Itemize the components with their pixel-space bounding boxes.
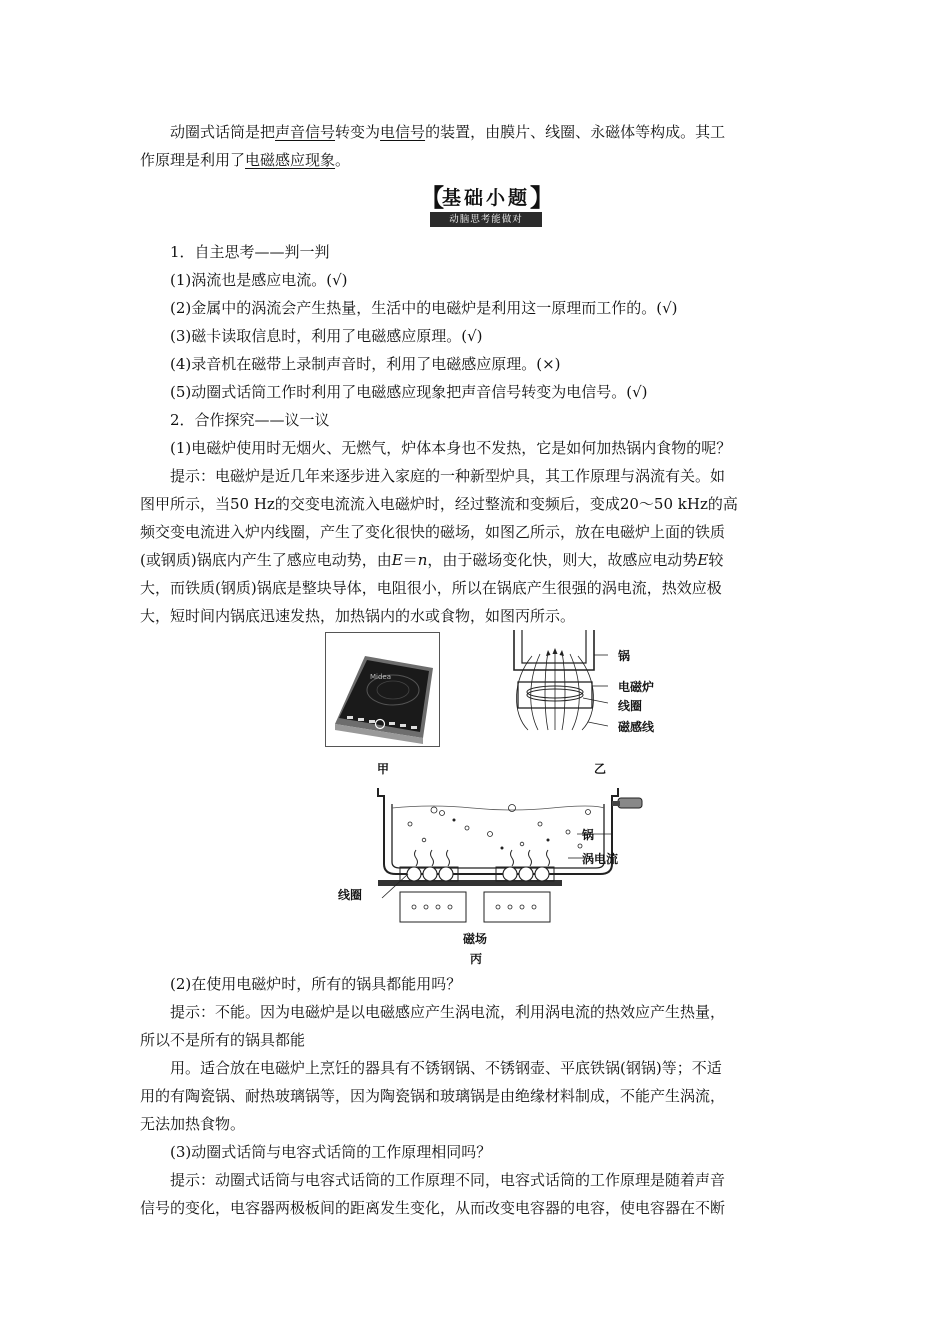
- formula-symbol: ＝: [402, 551, 418, 569]
- section-banner: [420, 185, 552, 229]
- intro-text: 。: [335, 151, 351, 169]
- answer-3-line: 信号的变化，电容器两极板间的距离发生变化，从而改变电容器的电容，使电容器在不断: [140, 1199, 726, 1217]
- intro-text: 的装置，由膜片、线圈、永磁体等构成。其工: [425, 123, 726, 141]
- judgment-item: (4)录音机在磁带上录制声音时，利用了电磁感应原理。(×): [170, 355, 561, 373]
- answer-2-line: 提示：不能。因为电磁炉是以电磁感应产生涡电流，利用涡电流的热效应产生热量，: [170, 1003, 726, 1021]
- intro-text: 作原理是利用了: [140, 151, 246, 169]
- banner-title: 基础小题: [441, 187, 530, 209]
- answer-1-line: 提示：电磁炉是近几年来逐步进入家庭的一种新型炉具，其工作原理与涡流有关。如: [170, 467, 726, 485]
- intro-line-1: [170, 118, 810, 146]
- formula-symbol: n: [417, 551, 428, 569]
- label-coil-bing: 线圈: [338, 888, 363, 902]
- answer-1-line: 大，短时间内锅底迅速发热，加热锅内的水或食物，如图丙所示。: [140, 607, 576, 625]
- label-eddy-current: 涡电流: [582, 852, 619, 866]
- figure-caption-bing: 丙: [470, 952, 483, 966]
- answer-1-line: [140, 546, 808, 574]
- intro-line-2: [140, 146, 808, 174]
- intro-text: 转变为: [335, 123, 381, 141]
- answer-1-line: 大，而铁质(钢质)锅底是整块导体，电阻很小，所以在锅底产生很强的涡电流，热效应极: [140, 579, 722, 597]
- question-2: (2)在使用电磁炉时，所有的锅具都能用吗？: [170, 975, 462, 993]
- label-pot: 锅: [618, 649, 631, 663]
- intro-text: 动圈式话筒是把: [170, 123, 276, 141]
- answer-text: 较: [708, 551, 724, 569]
- formula-symbol: E: [697, 551, 709, 569]
- answer-text: ，由于磁场变化快，则大，故感应电动势: [427, 551, 698, 569]
- answer-text: (或钢质)锅底内产生了感应电动势，由: [140, 551, 392, 569]
- section1-heading: 1．自主思考——判一判: [170, 243, 330, 261]
- underlined-term: 声音信号: [275, 123, 336, 141]
- judgment-item: (5)动圈式话筒工作时利用了电磁感应现象把声音信号转变为电信号。(√): [170, 383, 648, 401]
- answer-3-line: 提示：动圈式话筒与电容式话筒的工作原理不同，电容式话筒的工作原理是随着声音: [170, 1171, 726, 1189]
- underlined-term: 电信号: [380, 123, 426, 141]
- figure-caption-jia: 甲: [377, 762, 390, 776]
- induction-cooker-illustration: [325, 632, 440, 747]
- bracket-left-icon: 【: [420, 184, 444, 212]
- question-3: (3)动圈式话筒与电容式话筒的工作原理相同吗？: [170, 1143, 492, 1161]
- banner-subtitle: 动脑思考能做对: [430, 212, 542, 227]
- answer-1-line: 频交变电流进入炉内线圈，产生了变化很快的磁场，如图乙所示，放在电磁炉上面的铁质: [140, 523, 726, 541]
- label-cooker: 电磁炉: [618, 680, 655, 694]
- question-1: (1)电磁炉使用时无烟火、无燃气，炉体本身也不发热，它是如何加热锅内食物的呢？: [170, 439, 732, 457]
- section2-heading: 2．合作探究——议一议: [170, 411, 330, 429]
- figure-caption-yi: 乙: [594, 762, 607, 776]
- judgment-item: (2)金属中的涡流会产生热量，生活中的电磁炉是利用这一原理而工作的。(√): [170, 299, 678, 317]
- underlined-term: 电磁感应现象: [245, 151, 336, 169]
- judgment-item: (1)涡流也是感应电流。(√): [170, 271, 348, 289]
- brand-logo: Midea: [370, 673, 392, 681]
- answer-2-line: 用。适合放在电磁炉上烹饪的器具有不锈钢锅、不锈钢壶、平底铁锅(钢锅)等；不适: [170, 1059, 722, 1077]
- label-pot-bing: 锅: [582, 828, 595, 842]
- label-magnetic-field: 磁场: [463, 932, 488, 946]
- magnetic-field-diagram: [498, 630, 608, 742]
- bracket-right-icon: 】: [530, 184, 554, 212]
- answer-2-line: 所以不是所有的锅具都能: [140, 1031, 306, 1049]
- answer-2-line: 无法加热食物。: [140, 1115, 246, 1133]
- label-coil: 线圈: [618, 699, 643, 713]
- answer-2-line: 用的有陶瓷锅、耐热玻璃锅等，因为陶瓷锅和玻璃锅是由绝缘材料制成，不能产生涡流，: [140, 1087, 726, 1105]
- formula-symbol: E: [391, 551, 403, 569]
- answer-1-line: 图甲所示，当50 Hz的交变电流流入电磁炉时，经过整流和变频后，变成20～50 kHz的高: [140, 495, 738, 513]
- judgment-item: (3)磁卡读取信息时，利用了电磁感应原理。(√): [170, 327, 483, 345]
- label-field-lines: 磁感线: [618, 720, 655, 734]
